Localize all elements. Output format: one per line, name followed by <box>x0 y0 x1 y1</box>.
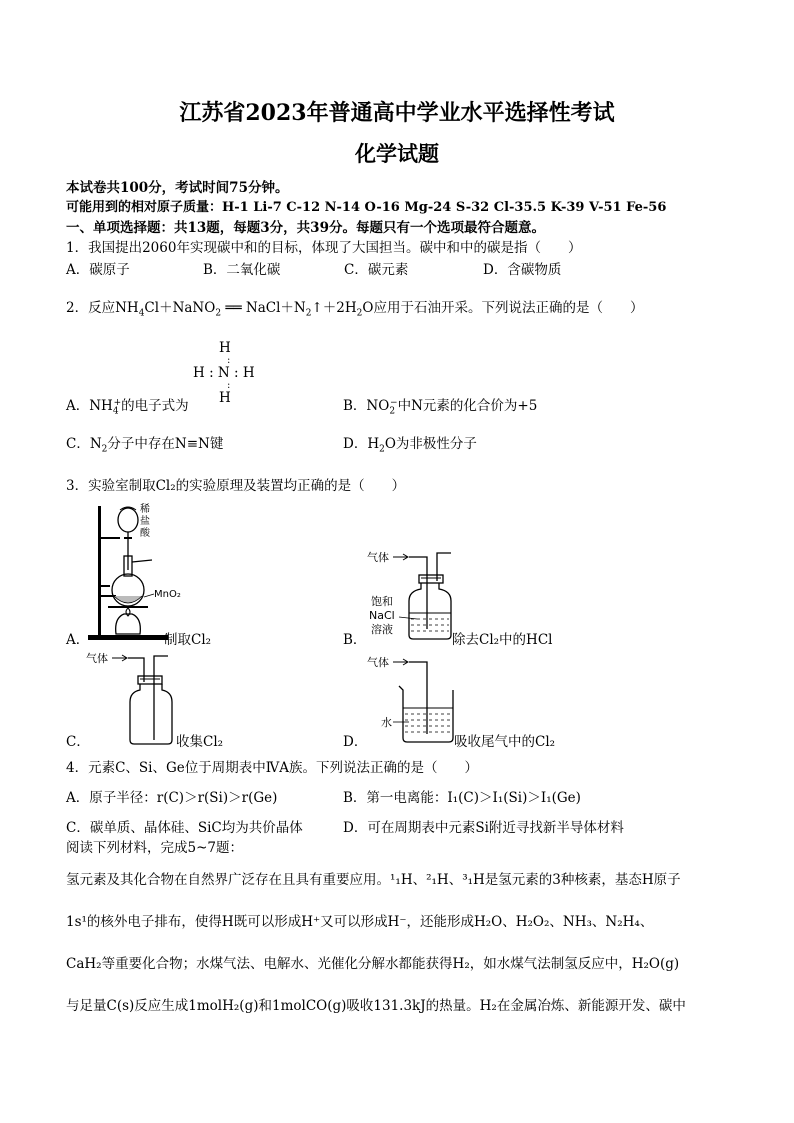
q2-option-d: D．$H_2O$为非极性分子 <box>343 436 477 455</box>
apparatus-c-collection-bottle <box>86 648 186 748</box>
q2-c-prefix: C．N <box>66 436 102 452</box>
q2-b-suffix: 中N元素的化合价为+5 <box>397 398 538 414</box>
q4-option-a: A．原子半径：r(C)＞r(Si)＞r(Ge) <box>66 790 278 806</box>
label-acid-3: 酸 <box>140 528 150 539</box>
label-acid-2: 盐 <box>140 516 150 527</box>
exam-info-time: 本试卷共100分，考试时间75分钟。 <box>66 180 289 196</box>
q2-stem-suffix: 应用于石油开采。下列说法正确的是（ ） <box>373 300 644 316</box>
material-line-3: CaH₂等重要化合物；水煤气法、电解水、光催化分解水都能获得H₂，如水煤气法制氢反应中，H₂O(g) <box>66 956 680 972</box>
q3-option-d-text: 吸收尾气中的Cl₂ <box>454 734 556 750</box>
lewis-dots-bottom: : <box>227 380 231 391</box>
q3-option-d-label: D． <box>343 734 368 750</box>
q2-c-suffix: 分子中存在N≡N键 <box>107 436 224 452</box>
q2-option-c: C．$N_2$分子中存在N≡N键 <box>66 436 224 455</box>
q2-stem-prefix: 2．反应 <box>66 300 116 316</box>
q2-a-suffix: 的电子式为 <box>121 398 189 414</box>
label-gas-b: 气体 <box>367 551 389 564</box>
q1-option-a: A．碳原子 <box>66 262 130 278</box>
q3-option-c-text: 收集Cl₂ <box>176 734 224 750</box>
label-saturated-2: NaCl <box>369 609 395 622</box>
q3-option-a-label: A． <box>66 632 90 648</box>
lewis-h-bottom: H <box>219 390 231 406</box>
q2-stem <box>66 296 643 319</box>
apparatus-b-wash-bottle <box>365 545 465 645</box>
exam-info-atomic-mass: 可能用到的相对原子质量：H-1 Li-7 C-12 N-14 O-16 Mg-24 S-32 Cl-35.5 K-39 V-51 Fe-56 <box>66 200 667 215</box>
material-line-2: 1s¹的核外电子排布，使得H既可以形成H⁺又可以形成H⁻，还能形成H₂O、H₂O₂、NH₃、N₂H₄、 <box>66 914 654 930</box>
lewis-h-top: H <box>219 340 231 356</box>
q2-a-prefix: A．NH <box>66 398 113 414</box>
q2-option-a: A．$NH_4^+$的电子式为 <box>66 397 189 417</box>
q4-option-c: C．碳单质、晶体硅、SiC均为共价晶体 <box>66 820 303 836</box>
q3-option-b-text: 除去Cl₂中的HCl <box>452 632 553 648</box>
label-acid-1: 稀 <box>140 504 150 515</box>
q2-option-b: B．$NO_2^-$中N元素的化合价为+5 <box>343 397 538 417</box>
q4-option-b: B．第一电离能：I₁(C)＞I₁(Si)＞I₁(Ge) <box>343 790 581 806</box>
q2-d-prefix: D．H <box>343 436 380 452</box>
q1-stem: 1．我国提出2060年实现碳中和的目标，体现了大国担当。碳中和中的碳是指（ ） <box>66 240 582 256</box>
label-gas-c: 气体 <box>86 652 108 665</box>
q4-option-d: D．可在周期表中元素Si附近寻找新半导体材料 <box>343 820 624 836</box>
apparatus-a-generator <box>80 500 200 645</box>
material-line-4: 与足量C(s)反应生成1molH₂(g)和1molCO(g)吸收131.3kJ的热量。H₂在金属冶炼、新能源开发、碳中 <box>66 998 686 1014</box>
q3-option-b-label: B． <box>343 632 367 648</box>
section-heading: 一、单项选择题：共13题，每题3分，共39分。每题只有一个选项最符合题意。 <box>66 220 545 236</box>
q1-option-c: C．碳元素 <box>344 262 409 278</box>
material-line-1: 氢元素及其化合物在自然界广泛存在且具有重要应用。¹₁H、²₁H、³₁H是氢元素的3种核素，基态H原子 <box>66 872 681 888</box>
q1-option-d: D．含碳物质 <box>483 262 562 278</box>
exam-subtitle: 化学试题 <box>355 141 439 166</box>
lewis-dots-top: : <box>227 355 231 366</box>
apparatus-d-beaker <box>365 650 465 746</box>
label-saturated-3: 溶液 <box>371 623 393 636</box>
label-saturated-1: 饱和 <box>371 595 393 608</box>
q3-option-a-text: 制取Cl₂ <box>164 632 212 648</box>
lewis-middle: H : N : H <box>193 365 255 381</box>
reading-instruction: 阅读下列材料，完成5~7题： <box>66 840 243 856</box>
q2-equation: $NH_4Cl+NaNO_2$ ══ $NaCl+N_2↑+2H_2O$ <box>115 300 374 319</box>
q2-d-suffix: O为非极性分子 <box>384 436 477 452</box>
label-gas-d: 气体 <box>367 656 389 669</box>
label-water: 水 <box>381 716 392 729</box>
q1-option-b: B．二氧化碳 <box>203 262 281 278</box>
label-mno2: MnO₂ <box>154 589 181 600</box>
q3-stem: 3．实验室制取Cl₂的实验原理及装置均正确的是（ ） <box>66 478 406 494</box>
exam-title: 江苏省2023年普通高中学业水平选择性考试 <box>179 100 615 126</box>
q3-option-c-label: C． <box>66 734 90 750</box>
q4-stem: 4．元素C、Si、Ge位于周期表中ⅣA族。下列说法正确的是（ ） <box>66 760 478 776</box>
q2-b-prefix: B．NO <box>343 398 390 414</box>
